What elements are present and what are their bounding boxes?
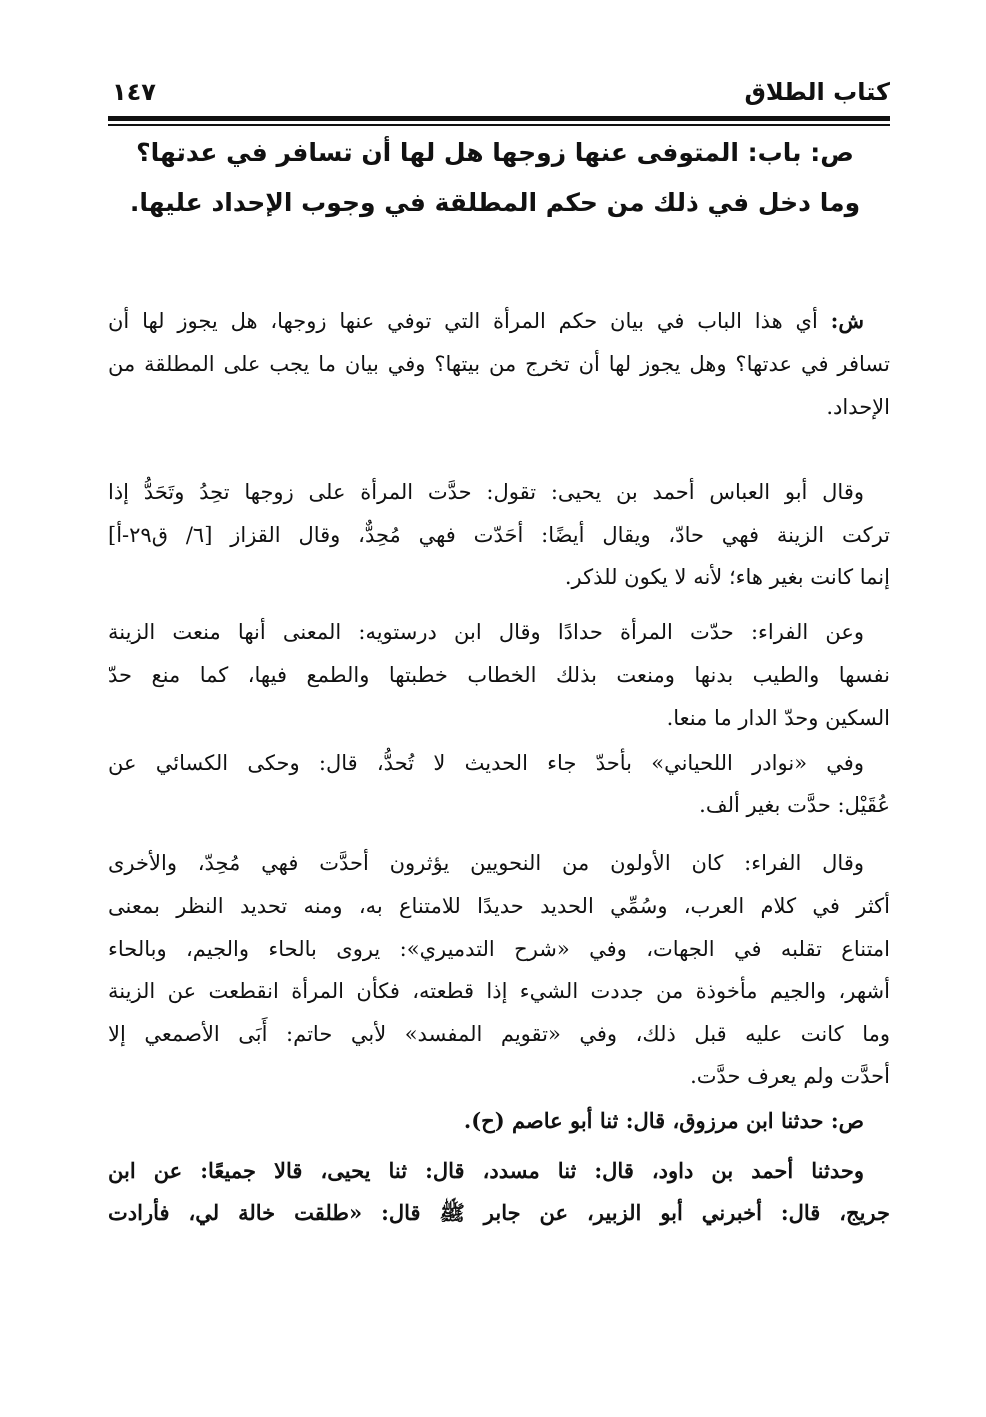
text-line: وفي «نوادر اللحياني» بأحدّ جاء الحديث لا تُحدُّ، قال: وحكى الكسائي عن <box>108 751 864 775</box>
hadith-chain-line: جريج، قال: أخبرني أبو الزبير، عن جابر ﷺ قال: «طلقت خالة لي، فأرادت <box>108 1200 890 1225</box>
book-title: كتاب الطلاق <box>744 78 890 106</box>
text-line: ش: أي هذا الباب في بيان حكم المرأة التي توفي عنها زوجها، هل يجوز لها أن <box>108 308 864 333</box>
text-line: وما كانت عليه قبل ذلك، وفي «تقويم المفسد» لأبي حاتم: أَبَى الأصمعي إلا <box>108 1022 890 1046</box>
text-line: إنما كانت بغير هاء؛ لأنه لا يكون للذكر. <box>564 565 890 589</box>
text-line: تركت الزينة فهي حادّ، ويقال أيضًا: أحَدّت فهي مُحِدٌّ، وقال القزاز [٦/ ق٢٩-أ] <box>108 523 891 547</box>
text-line: امتناع تقلبه في الجهات، وفي «شرح التدميري»: يروى بالحاء والجيم، وبالحاء <box>108 937 890 961</box>
text-line: الإحداد. <box>826 395 890 419</box>
chapter-title-line-2: وما دخل في ذلك من حكم المطلقة في وجوب الإحداد عليها. <box>129 188 861 217</box>
text-line: أشهر، والجيم مأخوذة من جددت الشيء إذا قطعته، فكأن المرأة انقطعت عن الزينة <box>108 979 890 1003</box>
text-line: تسافر في عدتها؟ وهل يجوز لها أن تخرج من بيتها؟ وفي بيان ما يجب على المطلقة من <box>108 352 890 376</box>
text-line: أحدَّت ولم يعرف حدَّت. <box>690 1064 890 1088</box>
chapter-title-line-1: ص: باب: المتوفى عنها زوجها هل لها أن تسافر في عدتها؟ <box>136 138 854 167</box>
hadith-chain-line: وحدثنا أحمد بن داود، قال: ثنا مسدد، قال: ثنا يحيى، قالا جميعًا: عن ابن <box>108 1158 864 1183</box>
text-line: أكثر في كلام العرب، وسُمِّي الحديد حديدًا للامتناع به، ومنه تحديد النظر بمعنى <box>108 894 890 918</box>
text-line: وقال أبو العباس أحمد بن يحيى: تقول: حدَّت المرأة على زوجها تحِدُ وتَحَدُّ إذا <box>108 480 864 504</box>
text-line: عُقَيْل: حدَّت بغير ألف. <box>699 793 890 817</box>
text-line: نفسها والطيب بدنها ومنعت بذلك الخطاب خطبتها والطمع فيها، كما منع حدّ <box>108 663 890 687</box>
header-rule-thin <box>108 124 890 126</box>
text-line: وعن الفراء: حدّت المرأة حدادًا وقال ابن درستويه: المعنى أنها منعت الزينة <box>108 620 864 644</box>
page-number: ١٤٧ <box>112 78 156 106</box>
text-line: وقال الفراء: كان الأولون من النحويين يؤثرون أحدَّت فهي مُحِدّ، والأخرى <box>108 851 864 875</box>
sharh-marker: ش: <box>830 308 864 333</box>
hadith-chain-line: ص: حدثنا ابن مرزوق، قال: ثنا أبو عاصم (ح). <box>463 1108 864 1133</box>
header-rule-thick <box>108 116 890 121</box>
text-line: السكين وحدّ الدار ما منعا. <box>666 706 890 730</box>
